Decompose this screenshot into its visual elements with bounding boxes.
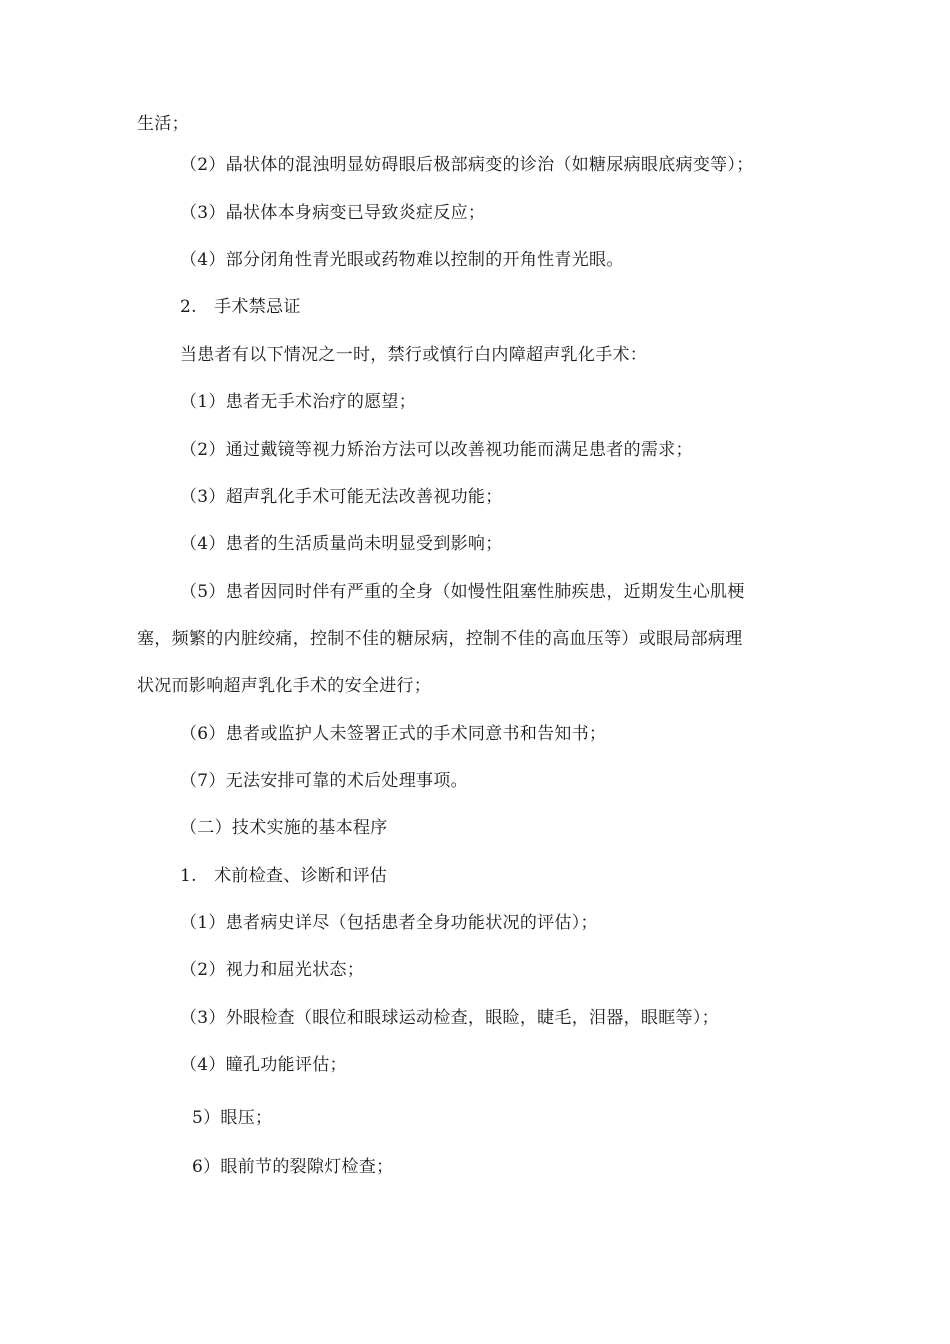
text-line: （6）患者或监护人未签署正式的手术同意书和告知书；: [180, 724, 607, 744]
text-line: 状况而影响超声乳化手术的安全进行；: [137, 676, 432, 696]
text-line: （4）部分闭角性青光眼或药物难以控制的开角性青光眼。: [180, 250, 624, 270]
text-line: 生活；: [137, 114, 189, 134]
text-line: （5）患者因同时伴有严重的全身（如慢性阻塞性肺疾患，近期发生心肌梗: [180, 582, 745, 602]
text-line: （1）患者无手术治疗的愿望；: [180, 392, 417, 412]
text-line: （3）外眼检查（眼位和眼球运动检查，眼睑，睫毛，泪器，眼眶等）；: [180, 1008, 719, 1028]
text-line: （4）患者的生活质量尚未明显受到影响；: [180, 534, 503, 554]
text-line: 5）眼压；: [192, 1108, 273, 1128]
text-line: （3）超声乳化手术可能无法改善视功能；: [180, 487, 503, 507]
section-heading: （二）技术实施的基本程序: [180, 818, 388, 838]
text-line: （2）通过戴镜等视力矫治方法可以改善视功能而满足患者的需求；: [180, 440, 693, 460]
section-heading: 2. 手术禁忌证: [180, 297, 301, 317]
text-line: （1）患者病史详尽（包括患者全身功能状况的评估）；: [180, 913, 598, 933]
text-line: （2）晶状体的混浊明显妨碍眼后极部病变的诊治（如糖尿病眼底病变等）；: [180, 155, 754, 175]
text-line: 塞，频繁的内脏绞痛，控制不佳的糖尿病，控制不佳的高血压等）或眼局部病理: [137, 629, 743, 649]
text-line: 6）眼前节的裂隙灯检查；: [192, 1157, 394, 1177]
text-line: （2）视力和屈光状态；: [180, 960, 365, 980]
text-line: （4）瞳孔功能评估；: [180, 1055, 347, 1075]
text-line: （3）晶状体本身病变已导致炎症反应；: [180, 203, 486, 223]
text-line: （7）无法安排可靠的术后处理事项。: [180, 771, 468, 791]
text-line: 当患者有以下情况之一时，禁行或慎行白内障超声乳化手术：: [180, 345, 648, 365]
section-heading: 1. 术前检查、诊断和评估: [180, 866, 388, 886]
